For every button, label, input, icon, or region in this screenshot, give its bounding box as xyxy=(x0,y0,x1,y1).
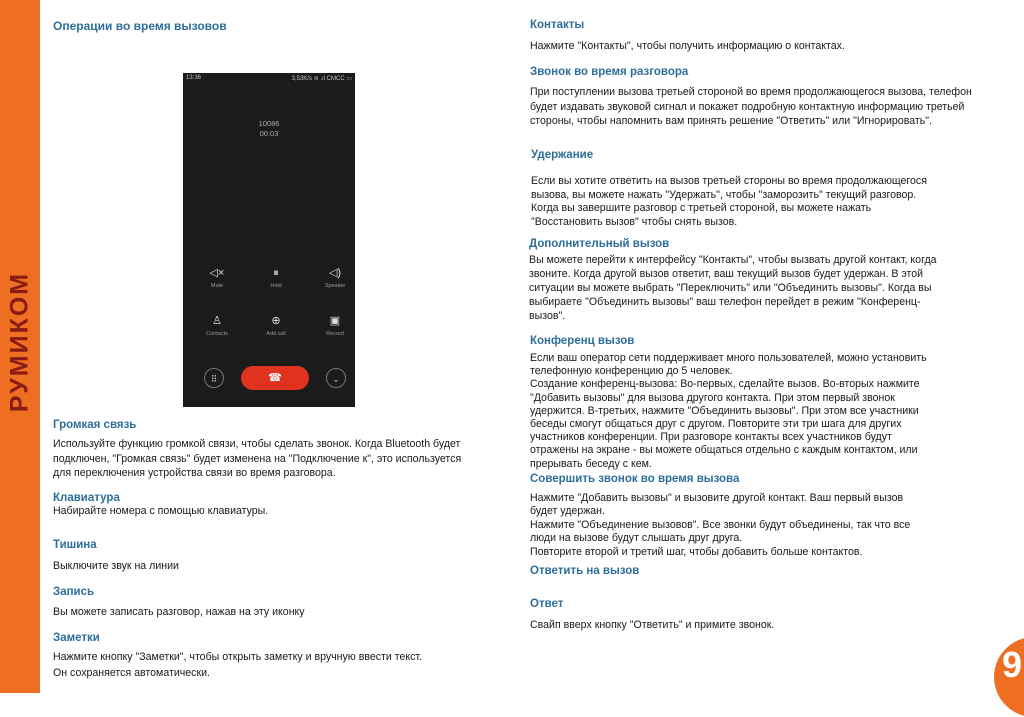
text-line: телефонную конференцию до 5 человек. xyxy=(530,365,733,378)
keypad-icon: ⠿ xyxy=(210,374,218,384)
text-line: участников конференции. При разговоре контакты всех участников будут xyxy=(530,431,892,444)
text-line: беседы смогут общаться друг с другом. Повторите эти три шага для других xyxy=(530,418,902,431)
section-heading-conference: Конференц вызов xyxy=(530,335,635,347)
status-network: 3,53K/s ≋ .ıl CMCC ▭ xyxy=(291,76,352,82)
section-text-keypad xyxy=(53,504,268,519)
speaker-button[interactable] xyxy=(315,266,355,289)
text-line: прерывать беседу с кем. xyxy=(530,457,652,470)
collapse-button[interactable] xyxy=(326,368,346,388)
status-time: 13:36 xyxy=(186,75,202,81)
section-text-mute xyxy=(53,559,179,574)
section-heading-hold: Удержание xyxy=(531,149,594,161)
section-text-speaker xyxy=(53,437,503,481)
text-line: "Восстановить вызов" чтобы снять вызов. xyxy=(531,215,738,228)
call-number: 10086 xyxy=(258,119,280,128)
section-text-answer xyxy=(530,618,774,633)
text-line: Вы можете записать разговор, нажав на эту иконку xyxy=(53,606,305,618)
contacts-icon: ♙ xyxy=(212,315,222,327)
hold-icon: ⏸ xyxy=(273,267,279,279)
text-line: Создание конференц-вызова: Во-первых, сделайте вызов. Во-вторых нажмите xyxy=(530,378,920,391)
end-call-icon: ☎ xyxy=(268,372,282,384)
contacts-label: Contacts xyxy=(206,331,228,337)
text-line: Используйте функцию громкой связи, чтобы сделать звонок. Когда Bluetooth будет xyxy=(53,438,461,450)
section-heading-call-during-call: Совершить звонок во время вызова xyxy=(530,473,740,485)
add-call-label: Add call xyxy=(266,331,286,337)
section-heading-mute: Тишина xyxy=(53,539,97,551)
hold-label: Hold xyxy=(270,283,282,289)
record-icon: ▣ xyxy=(329,315,341,327)
text-line: Выключите звук на линии xyxy=(53,560,179,572)
text-line: Вы можете перейти к интерфейсу "Контакты", чтобы вызвать другой контакт, когда xyxy=(529,254,937,266)
text-line: Когда вы завершите разговор с третьей стороной, вы можете нажать xyxy=(531,202,872,214)
section-text-record xyxy=(53,605,305,620)
text-line: для переключения устройства связи во время разговора. xyxy=(53,467,336,480)
text-line: "Добавить вызовы" для вызова другого контакта. При этом первый звонок xyxy=(530,391,895,404)
text-line: удержится. В-третьих, нажмите "Объединить вызовы". При этом все участники xyxy=(530,404,919,417)
text-line: звоните. Когда другой вызов ответит, ваш текущий вызов будет удержан. В этой xyxy=(529,268,924,280)
text-line: будет удержан. xyxy=(530,505,605,518)
text-line: Набирайте номера с помощью клавиатуры. xyxy=(53,505,269,517)
section-text-contacts xyxy=(530,39,845,54)
keypad-button[interactable] xyxy=(204,368,224,388)
section-heading-keypad: Клавиатура xyxy=(53,492,120,504)
section-text-notes xyxy=(53,649,422,681)
section-heading-contacts: Контакты xyxy=(530,19,585,31)
page-number: 9 xyxy=(1001,644,1023,685)
record-button[interactable] xyxy=(315,314,355,337)
contacts-button[interactable] xyxy=(197,314,237,337)
brand-logo: РУМИКОМ xyxy=(5,271,34,413)
text-line: будет издавать звуковой сигнал и покажет подробную контактную информацию третьей xyxy=(530,100,965,113)
add-call-icon: ⊕ xyxy=(271,315,281,327)
phone-screenshot xyxy=(183,73,355,407)
section-text-conference xyxy=(530,352,1000,471)
text-line: Нажмите кнопку "Заметки", чтобы открыть заметку и вручную ввести текст. xyxy=(53,651,423,663)
section-heading-answer-call: Ответить на вызов xyxy=(530,565,640,577)
text-line: Если ваш оператор сети поддерживает много пользователей, можно установить xyxy=(530,352,927,364)
call-duration: 00:03 xyxy=(259,129,279,138)
mute-icon: ◁× xyxy=(209,267,225,279)
speaker-label: Speaker xyxy=(324,283,346,289)
section-heading-speaker: Громкая связь xyxy=(53,419,137,431)
record-label: Record xyxy=(326,331,344,337)
text-line: Если вы хотите ответить на вызов третьей стороны во время продолжающегося xyxy=(531,175,927,187)
text-line: Повторите второй и третий шаг, чтобы добавить больше контактов. xyxy=(530,545,863,558)
hold-button[interactable] xyxy=(256,266,296,289)
section-heading-call-waiting: Звонок во время разговора xyxy=(530,66,689,78)
text-line: люди на вызове будут слышать друг друга. xyxy=(530,532,743,545)
text-line: выбираете "Объединить вызовы" ваш телефон перейдет в режим "Конференц- xyxy=(529,296,921,308)
text-line: Нажмите "Объединение вызовов". Все звонки будут объединены, так что все xyxy=(530,518,911,531)
section-text-hold xyxy=(531,175,927,229)
text-line: подключен, "Громкая связь" будет изменена на "Подключение к", это используется xyxy=(53,452,462,465)
text-line: вызов". xyxy=(529,310,566,322)
section-text-additional-call xyxy=(529,253,999,323)
section-heading-answer: Ответ xyxy=(530,598,564,610)
text-line: стороны, чтобы напомнить вам принять решение "Ответить" или "Игнорировать". xyxy=(530,115,932,128)
mute-button[interactable] xyxy=(197,266,237,289)
chevron-down-icon: ⌄ xyxy=(332,374,340,384)
section-heading-additional-call: Дополнительный вызов xyxy=(529,238,670,250)
text-line: Нажмите "Контакты", чтобы получить информацию о контактах. xyxy=(530,40,845,52)
end-call-button[interactable] xyxy=(241,366,309,390)
section-heading-record: Запись xyxy=(53,586,95,598)
mute-label: Mute xyxy=(210,283,224,289)
section-text-call-waiting xyxy=(530,85,1000,129)
section-heading-notes: Заметки xyxy=(53,632,100,644)
text-line: Нажмите "Добавить вызовы" и вызовите другой контакт. Ваш первый вызов xyxy=(530,492,904,504)
text-line: Свайп вверх кнопку "Ответить" и примите звонок. xyxy=(530,619,775,631)
speaker-icon: ◁) xyxy=(328,267,342,279)
section-text-call-during-call xyxy=(530,492,1000,559)
text-line: При поступлении вызова третьей стороной во время продолжающегося вызова, телефон xyxy=(530,86,972,98)
page-title: Операции во время вызовов xyxy=(53,19,227,33)
text-line: вызова, вы можете нажать "Удержать", чтобы "заморозить" текущий разговор. xyxy=(531,188,917,201)
add-call-button[interactable] xyxy=(256,314,296,337)
text-line: Он сохраняется автоматически. xyxy=(53,667,210,679)
text-line: ситуации вы можете выбрать "Переключить" или "Объединить вызовы". Когда вы xyxy=(529,282,932,294)
text-line: отражены на экране - вы можете общаться отдельно с каждым контактом, или xyxy=(530,444,918,457)
